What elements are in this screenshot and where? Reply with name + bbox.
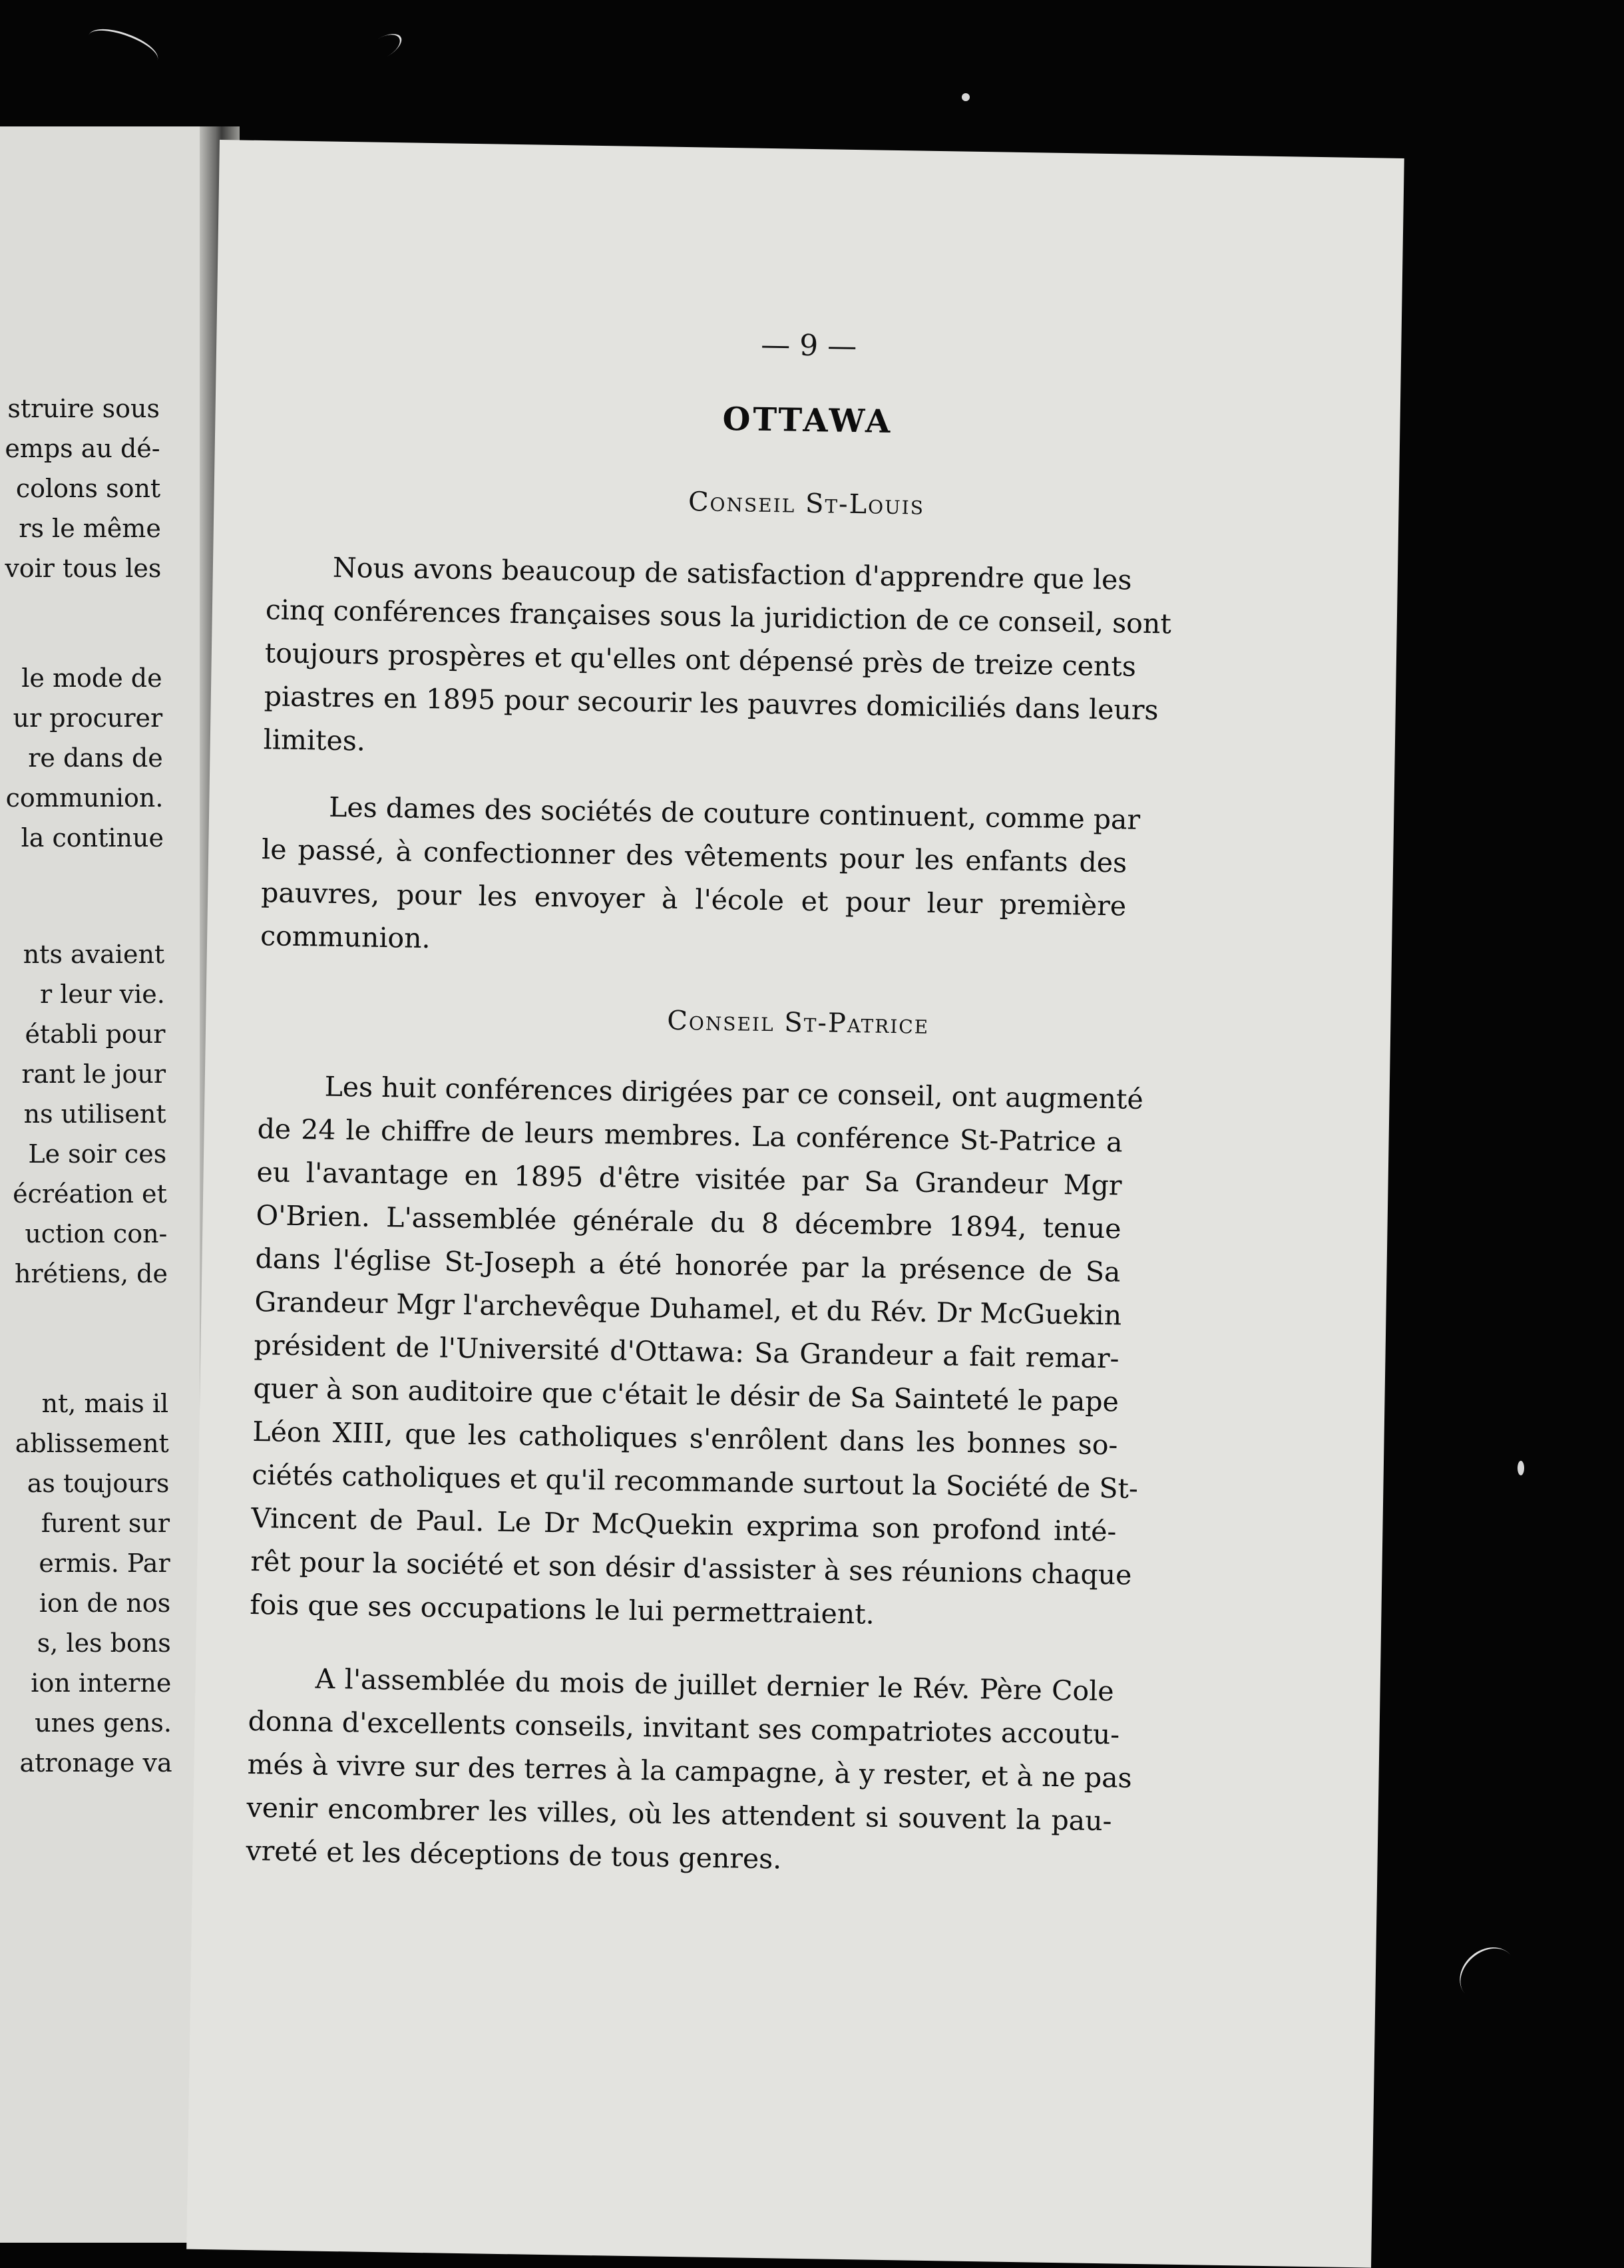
left-page-line: ion interne — [31, 1668, 172, 1698]
scan-artifact — [1449, 1937, 1526, 2012]
paragraph-line: Nous avons beaucoup de satisfaction d'apprendre que les — [332, 551, 1132, 596]
left-page-line: nts avaient — [23, 940, 165, 969]
paragraph-line: toujours prospères et qu'elles ont dépensé près de treize cents — [264, 637, 1137, 683]
left-page-line: écréation et — [13, 1179, 167, 1209]
left-page-line: r leur vie. — [40, 980, 165, 1009]
left-page-line: struire sous — [7, 394, 160, 423]
left-page-line: emps au dé- — [5, 434, 160, 463]
paragraph-line: pauvres, pour les envoyer à l'école et pour leur première — [260, 876, 1127, 922]
paragraph-line: le passé, à confectionner des vêtements pour les enfants des — [261, 833, 1127, 879]
left-page-line: s, les bons — [37, 1628, 171, 1658]
paragraph-line: venir encombrer les villes, où les attendent si souvent la pau- — [246, 1791, 1112, 1837]
left-page-line: le mode de — [21, 663, 162, 693]
paragraph-line: quer à son auditoire que c'était le désir de Sa Sainteté le pape — [253, 1372, 1119, 1418]
paragraph-line: Les huit conférences dirigées par ce conseil, ont augmenté — [324, 1070, 1144, 1115]
left-page-line: hrétiens, de — [15, 1259, 168, 1288]
paragraph-line: rêt pour la société et son désir d'assister à ses réunions chaque — [250, 1545, 1132, 1591]
paragraph-line: fois que ses occupations le lui permettraient. — [250, 1588, 875, 1630]
paragraph-line: communion. — [260, 920, 431, 955]
section-heading: Conseil St-Louis — [688, 486, 925, 521]
left-page-line: rs le même — [19, 514, 161, 543]
paragraph-line: A l'assemblée du mois de juillet dernier le Rév. Père Cole — [315, 1662, 1114, 1708]
left-page-line: la continue — [21, 823, 164, 852]
city-heading: OTTAWA — [722, 400, 893, 441]
left-page-line: ns utilisent — [23, 1099, 166, 1129]
paragraph-line: Les dames des sociétés de couture continuent, comme par — [328, 791, 1141, 836]
paragraph-line: Grandeur Mgr l'archevêque Duhamel, et du Rév. Dr McGuekin — [254, 1286, 1122, 1332]
paragraph-line: dans l'église St-Joseph a été honorée par la présence de Sa — [255, 1242, 1121, 1288]
left-page-line: ur procurer — [13, 703, 163, 733]
left-page-line: unes gens. — [35, 1708, 172, 1738]
left-page-line: furent sur — [41, 1509, 170, 1538]
scan-artifact — [1518, 1461, 1524, 1475]
left-page-line: rant le jour — [21, 1059, 166, 1089]
left-page-line: colons sont — [15, 474, 161, 503]
paragraph-line: eu l'avantage en 1895 d'être visitée par Sa Grandeur Mgr — [256, 1156, 1122, 1202]
left-page-line: uction con- — [25, 1219, 168, 1248]
section-heading: Conseil St-Patrice — [666, 1005, 930, 1040]
paragraph-line: vreté et les déceptions de tous genres. — [246, 1834, 782, 1875]
left-page-line: ermis. Par — [39, 1549, 170, 1578]
left-page-line: établi pour — [25, 1020, 166, 1049]
paragraph-line: donna d'excellents conseils, invitant ses compatriotes accoutu- — [248, 1704, 1120, 1751]
left-page-line: ion de nos — [39, 1589, 171, 1618]
scan-artifact — [84, 21, 162, 73]
page-number: — 9 — — [760, 327, 857, 364]
left-page-line: atronage va — [19, 1748, 172, 1778]
paragraph-line: piastres en 1895 pour secourir les pauvres domiciliés dans leurs — [264, 680, 1159, 727]
left-page-line: Le soir ces — [28, 1139, 167, 1169]
paragraph-line: président de l'Université d'Ottawa: Sa Grandeur a fait remar- — [254, 1329, 1119, 1375]
paragraph-line: ciétés catholiques et qu'il recommande surtout la Société de St- — [252, 1459, 1139, 1505]
paragraph-line: de 24 le chiffre de leurs membres. La conférence St-Patrice a — [257, 1113, 1123, 1159]
left-page-line: ablissement — [15, 1429, 169, 1458]
left-page-line: re dans de — [28, 743, 163, 773]
right-page — [186, 140, 1404, 2268]
paragraph-line: Léon XIII, que les catholiques s'enrôlent dans les bonnes so- — [252, 1416, 1118, 1461]
paragraph-line: cinq conférences françaises sous la juridiction de ce conseil, sont — [265, 594, 1172, 640]
paragraph-line: més à vivre sur des terres à la campagne, à y rester, et à ne pas — [247, 1748, 1133, 1794]
left-page-line: communion. — [5, 783, 164, 813]
scan-artifact — [359, 29, 406, 67]
paragraph-line: limites. — [263, 723, 366, 757]
scan-artifact — [962, 93, 970, 101]
paragraph-line: Vincent de Paul. Le Dr McQuekin exprima son profond inté- — [251, 1502, 1117, 1548]
left-page-line: voir tous les — [5, 554, 162, 583]
left-page-line: nt, mais il — [41, 1389, 169, 1418]
left-page-line: as toujours — [27, 1469, 170, 1498]
paragraph-line: O'Brien. L'assemblée générale du 8 décembre 1894, tenue — [256, 1199, 1121, 1245]
